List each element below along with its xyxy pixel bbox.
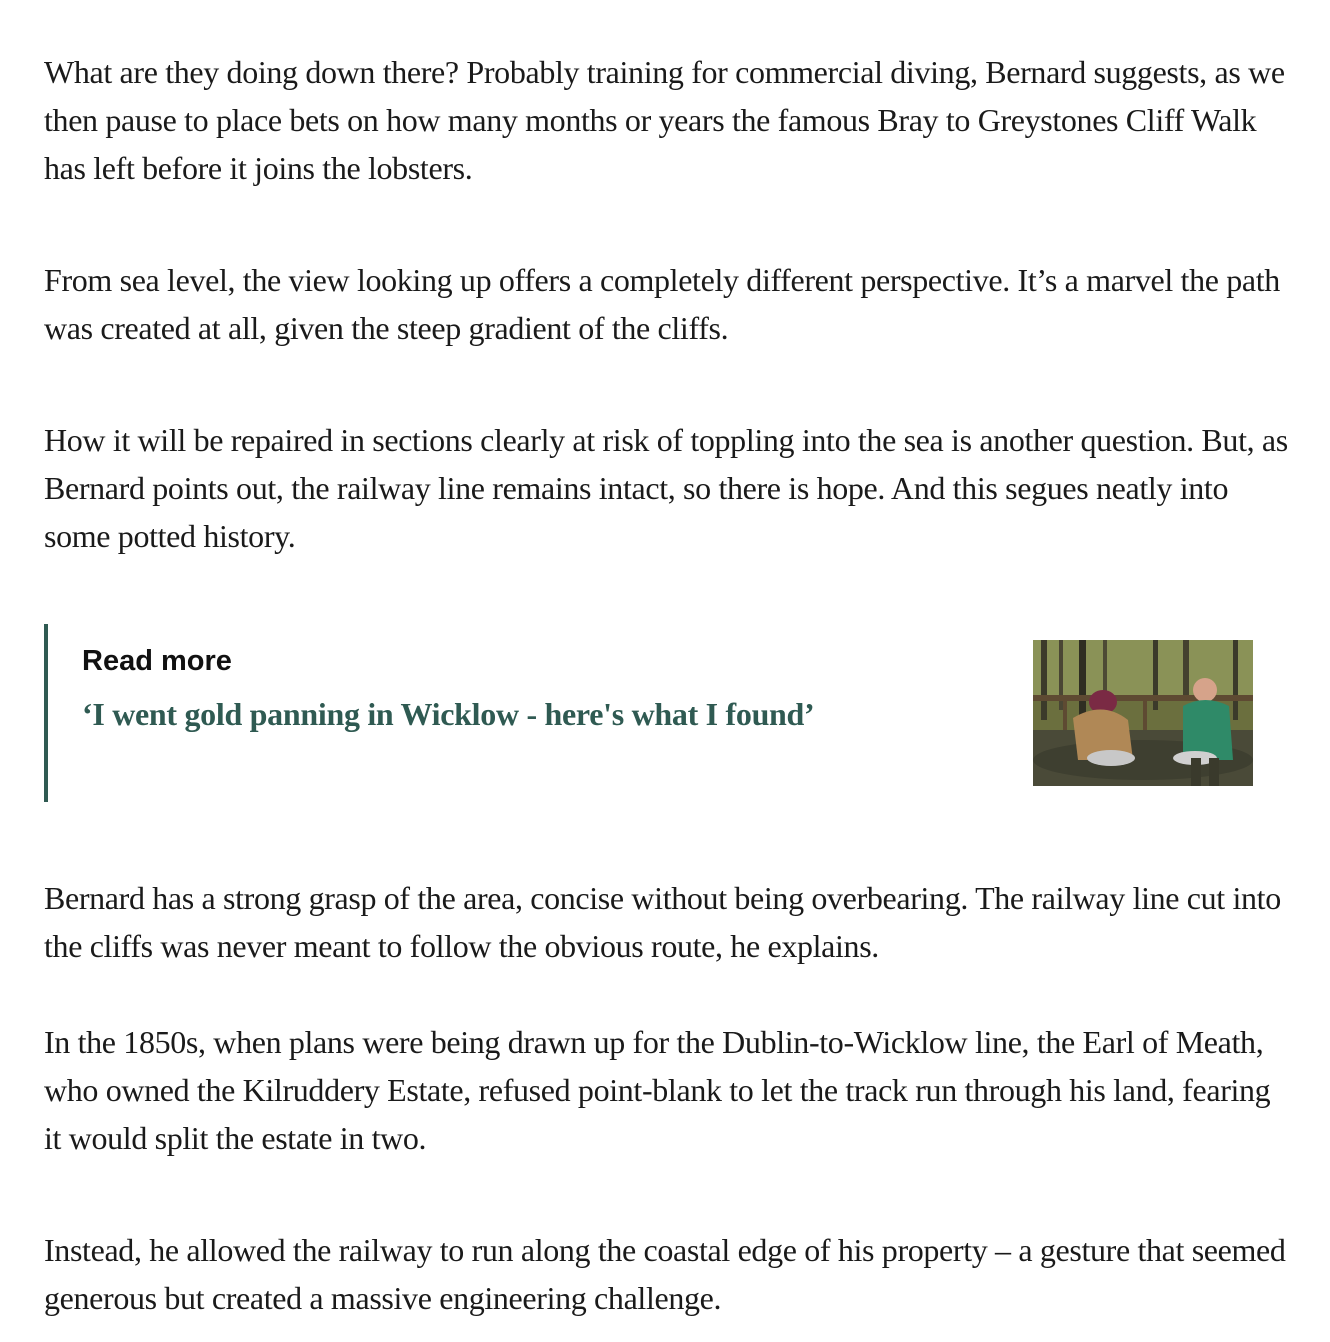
read-more-box[interactable] xyxy=(44,624,1289,802)
article-paragraph: In the 1850s, when plans were being drawn up for the Dublin-to-Wicklow line, the Earl of Meath, who owned the Kilruddery Estate, refused point-blank to let the track run through his land, fearing it would split the estate in two. xyxy=(44,1024,1271,1156)
article-paragraph: Instead, he allowed the railway to run along the coastal edge of his property – a gesture that seemed generous but created a massive engineering challenge. xyxy=(44,1232,1286,1316)
read-more-label: Read more xyxy=(82,645,232,677)
article-paragraph: How it will be repaired in sections clearly at risk of toppling into the sea is another question. But, as Bernard points out, the railway line remains intact, so there is hope. And this segues neatly into some potted history. xyxy=(44,422,1288,554)
article-body xyxy=(44,48,1289,1322)
read-more-thumbnail[interactable] xyxy=(1033,640,1253,786)
article-paragraph: From sea level, the view looking up offers a completely different perspective. It’s a marvel the path was created at all, given the steep gradient of the cliffs. xyxy=(44,262,1280,346)
article-paragraph: What are they doing down there? Probably training for commercial diving, Bernard suggests, as we then pause to place bets on how many months or years the famous Bray to Greystones Cliff Walk has left before it joins the lobsters. xyxy=(44,54,1285,186)
read-more-link[interactable]: ‘I went gold panning in Wicklow - here's what I found’ xyxy=(82,696,815,732)
article-paragraph: Bernard has a strong grasp of the area, concise without being overbearing. The railway line cut into the cliffs was never meant to follow the obvious route, he explains. xyxy=(44,880,1281,964)
